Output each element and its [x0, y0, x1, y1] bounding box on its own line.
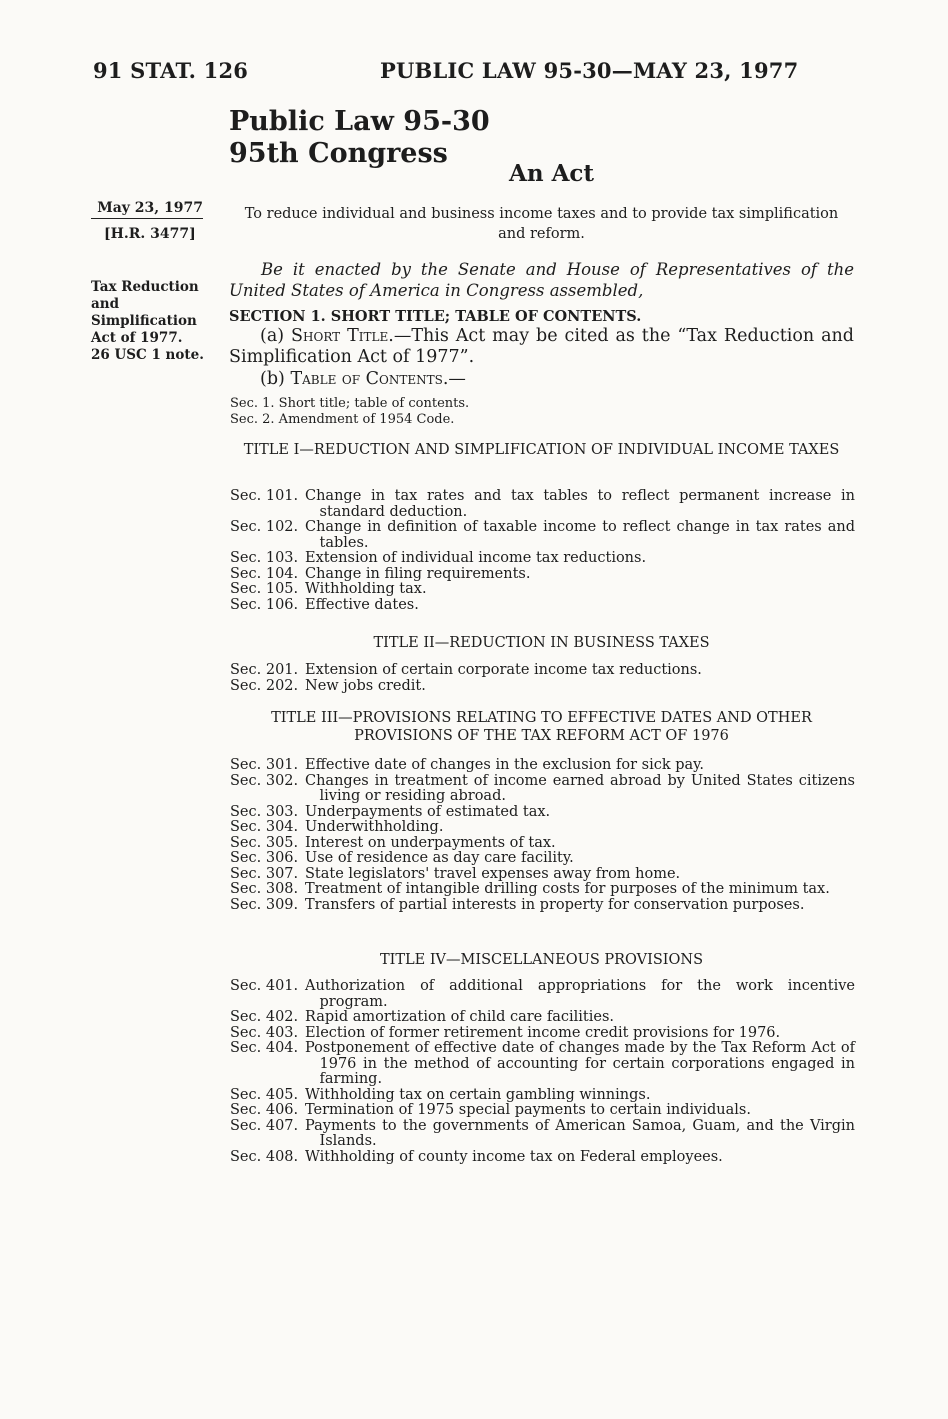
short-title-paragraph — [229, 326, 854, 368]
toc-entry — [230, 898, 855, 914]
subsection-b-label: (b) — [260, 369, 285, 389]
toc-section-number: Sec. 401. — [230, 978, 299, 994]
toc-entry — [230, 1026, 855, 1042]
toc-entry — [230, 1010, 855, 1026]
title-4-heading: TITLE IV—MISCELLANEOUS PROVISIONS — [379, 952, 704, 968]
congress-number: 95th Congress — [229, 138, 448, 169]
toc-section-title: Extension of certain corporate income tax reductions. — [305, 662, 702, 678]
toc-section-title: Election of former retirement income credit provisions for 1976. — [305, 1024, 781, 1041]
toc-section-number: Sec. 202. — [230, 677, 299, 694]
toc-entry — [230, 836, 855, 852]
section-1-heading: SECTION 1. SHORT TITLE; TABLE OF CONTENTS. — [229, 308, 642, 325]
toc-section-number: Sec. 403. — [230, 1024, 299, 1041]
toc-entry — [230, 598, 855, 614]
toc-section-title: Underpayments of estimated tax. — [305, 803, 551, 820]
subsection-a-label: (a) — [260, 326, 285, 346]
stat-reference: 91 STAT. 126 — [93, 58, 249, 83]
toc-entry — [230, 1119, 855, 1150]
toc-basic-item: Sec. 1. Short title; table of contents. — [230, 396, 470, 411]
toc-section-number: Sec. 301. — [230, 757, 299, 773]
toc-entry — [230, 882, 855, 898]
purpose-clause: To reduce individual and business income taxes and to provide tax simplification and reform. — [244, 206, 839, 242]
toc-section-title: Treatment of intangible drilling costs for purposes of the minimum tax. — [305, 881, 830, 897]
toc-section-title: Withholding tax on certain gambling winnings. — [305, 1086, 651, 1103]
toc-section-title: New jobs credit. — [305, 677, 426, 694]
toc-entry — [230, 979, 855, 1010]
toc-entry — [230, 1150, 855, 1166]
toc-entry — [230, 679, 855, 695]
public-law-number: Public Law 95-30 — [229, 106, 490, 137]
toc-section-number: Sec. 101. — [230, 488, 299, 504]
toc-section-title: Change in filing requirements. — [305, 565, 531, 582]
toc-section-number: Sec. 402. — [230, 1009, 299, 1025]
short-title-caption: Short Title. — [291, 326, 394, 346]
toc-entry — [230, 1103, 855, 1119]
toc-section-title: Withholding of county income tax on Federal employees. — [305, 1148, 723, 1165]
toc-section-number: Sec. 104. — [230, 565, 299, 582]
toc-section-title: Effective date of changes in the exclusion for sick pay. — [305, 757, 705, 773]
toc-entry — [230, 851, 855, 867]
toc-section-number: Sec. 405. — [230, 1086, 299, 1103]
toc-section-title: Withholding tax. — [305, 581, 427, 597]
toc-section-number: Sec. 103. — [230, 550, 299, 566]
toc-section-number: Sec. 308. — [230, 881, 299, 897]
toc-basic-list — [230, 396, 469, 427]
toc-section-title: Effective dates. — [305, 596, 419, 613]
toc-section-number: Sec. 105. — [230, 581, 299, 597]
toc-entry — [230, 820, 855, 836]
title-1-sections — [230, 489, 855, 613]
margin-date: May 23, 1977 — [91, 200, 203, 219]
toc-section-number: Sec. 201. — [230, 662, 299, 678]
table-of-contents-label — [260, 369, 466, 389]
toc-section-number: Sec. 304. — [230, 819, 299, 835]
toc-section-title: Use of residence as day care facility. — [305, 850, 574, 866]
toc-section-title: Transfers of partial interests in property for conservation purposes. — [305, 896, 805, 913]
an-act-heading: An Act — [509, 160, 595, 187]
toc-section-number: Sec. 306. — [230, 850, 299, 866]
table-of-contents-dash: — — [448, 369, 466, 389]
toc-section-title: Change in definition of taxable income to reflect change in tax rates and tables. — [305, 519, 855, 551]
toc-section-title: Postponement of effective date of changes made by the Tax Reform Act of 1976 in the method of accounting for certain corporations engaged in farming. — [305, 1040, 855, 1087]
short-title-text: —This Act may be cited as the “Tax Reduction and Simplification Act of 1977”. — [229, 326, 854, 367]
title-2-sections — [230, 663, 855, 694]
toc-section-title: Change in tax rates and tax tables to reflect permanent increase in standard deduction. — [305, 488, 855, 520]
toc-entry — [230, 489, 855, 520]
toc-entry — [230, 867, 855, 883]
toc-entry — [230, 520, 855, 551]
margin-bill-number: [H.R. 3477] — [104, 226, 196, 242]
toc-entry — [230, 663, 855, 679]
toc-section-title: Interest on underpayments of tax. — [305, 834, 556, 851]
title-3-sections — [230, 758, 855, 913]
margin-note-line: Tax Reduction — [91, 279, 199, 295]
toc-section-number: Sec. 302. — [230, 772, 299, 789]
toc-entry — [230, 1041, 855, 1088]
toc-entry — [230, 582, 855, 598]
enacting-clause: Be it enacted by the Senate and House of Representatives of the United States of America in Congress assembled, — [229, 260, 854, 300]
toc-section-number: Sec. 406. — [230, 1102, 299, 1118]
table-of-contents-caption: Table of Contents. — [290, 369, 449, 389]
margin-note — [91, 279, 204, 364]
title-3-heading: TITLE III—PROVISIONS RELATING TO EFFECTIVE DATES AND OTHER PROVISIONS OF THE TAX REFORM ACT OF 1976 — [271, 710, 812, 744]
toc-section-title: Rapid amortization of child care facilities. — [305, 1009, 615, 1025]
toc-section-number: Sec. 408. — [230, 1148, 299, 1165]
toc-section-number: Sec. 307. — [230, 865, 299, 882]
toc-entry — [230, 1088, 855, 1104]
toc-section-title: Payments to the governments of American Samoa, Guam, and the Virgin Islands. — [305, 1117, 855, 1149]
margin-note-line: Act of 1977. — [91, 330, 183, 346]
toc-entry — [230, 567, 855, 583]
toc-section-title: Extension of individual income tax reductions. — [305, 550, 647, 566]
toc-entry — [230, 758, 855, 774]
toc-entry — [230, 551, 855, 567]
toc-section-number: Sec. 309. — [230, 896, 299, 913]
toc-entry — [230, 805, 855, 821]
toc-section-title: Changes in treatment of income earned abroad by United States citizens living or residing abroad. — [305, 772, 855, 804]
toc-basic-item: Sec. 2. Amendment of 1954 Code. — [230, 411, 455, 427]
toc-section-title: State legislators' travel expenses away from home. — [305, 865, 681, 882]
toc-section-title: Termination of 1975 special payments to certain individuals. — [305, 1102, 751, 1118]
toc-entry — [230, 774, 855, 805]
toc-section-number: Sec. 106. — [230, 596, 299, 613]
toc-section-title: Authorization of additional appropriations for the work incentive program. — [305, 978, 855, 1010]
margin-note-line: Simplification — [91, 313, 197, 329]
title-1-heading: TITLE I—REDUCTION AND SIMPLIFICATION OF INDIVIDUAL INCOME TAXES — [243, 442, 840, 458]
margin-note-line: 26 USC 1 note. — [91, 347, 204, 363]
margin-note-line: and — [91, 296, 120, 312]
toc-section-number: Sec. 404. — [230, 1040, 299, 1056]
title-2-heading: TITLE II—REDUCTION IN BUSINESS TAXES — [373, 635, 710, 651]
toc-section-title: Underwithholding. — [305, 819, 444, 835]
toc-section-number: Sec. 303. — [230, 803, 299, 820]
running-head: PUBLIC LAW 95-30—MAY 23, 1977 — [380, 58, 799, 83]
title-4-sections — [230, 979, 855, 1165]
law-title-block — [229, 106, 490, 170]
toc-section-number: Sec. 102. — [230, 519, 299, 535]
toc-section-number: Sec. 305. — [230, 834, 299, 851]
toc-section-number: Sec. 407. — [230, 1117, 299, 1134]
